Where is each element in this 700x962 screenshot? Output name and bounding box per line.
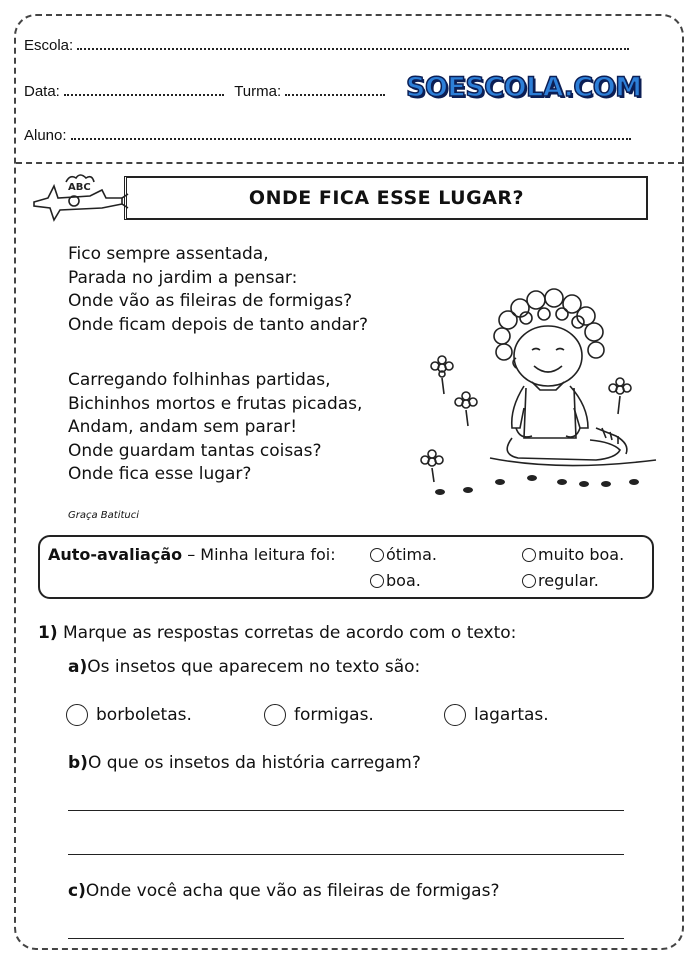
question-1b xyxy=(68,753,421,773)
question-number: 1) xyxy=(38,623,58,643)
option-label: ótima. xyxy=(386,545,437,564)
checkbox-circle-icon[interactable] xyxy=(66,704,88,726)
poem-line: Carregando folhinhas partidas, xyxy=(68,370,331,390)
poem-line: Onde ficam depois de tanto andar? xyxy=(68,314,369,335)
escola-label: Escola: xyxy=(24,37,74,54)
header-divider xyxy=(16,162,684,164)
item-text: O que os insetos da história carregam? xyxy=(87,753,421,773)
worksheet-title xyxy=(124,176,648,220)
item-text: Os insetos que aparecem no texto são: xyxy=(87,657,421,677)
question-1c xyxy=(68,881,499,901)
flower-icon xyxy=(421,450,443,482)
checkbox-circle-icon[interactable] xyxy=(264,704,286,726)
answer-label: formigas. xyxy=(294,705,374,725)
escola-row xyxy=(24,36,629,54)
radio-circle-icon[interactable] xyxy=(370,548,384,562)
self-eval-prompt: – Minha leitura foi: xyxy=(187,545,336,564)
ant-line-icon xyxy=(435,475,639,495)
poem-author: Graça Batituci xyxy=(68,510,140,521)
question-1a xyxy=(68,657,420,677)
flower-icon xyxy=(455,392,477,426)
answer-line[interactable] xyxy=(68,854,624,855)
option-boa[interactable] xyxy=(370,571,421,590)
answer-line[interactable] xyxy=(68,938,624,939)
turma-label: Turma: xyxy=(234,83,282,100)
answer-borboletas[interactable] xyxy=(66,704,192,726)
poem-line: Fico sempre assentada, xyxy=(68,244,269,264)
poem-line: Onde guardam tantas coisas? xyxy=(68,440,322,461)
option-otima[interactable] xyxy=(370,545,437,564)
radio-circle-icon[interactable] xyxy=(522,548,536,562)
option-label: boa. xyxy=(386,571,421,590)
escola-field[interactable] xyxy=(77,36,629,50)
option-regular[interactable] xyxy=(522,571,599,590)
answer-label: borboletas. xyxy=(96,705,192,725)
radio-circle-icon[interactable] xyxy=(370,574,384,588)
abc-airplane-icon xyxy=(30,168,130,228)
radio-circle-icon[interactable] xyxy=(522,574,536,588)
title-text: ONDE FICA ESSE LUGAR? xyxy=(248,187,525,209)
aluno-field[interactable] xyxy=(71,126,631,140)
curly-hair-icon xyxy=(494,289,604,360)
answer-formigas[interactable] xyxy=(264,704,374,726)
option-label: muito boa. xyxy=(538,545,625,564)
item-label: b) xyxy=(68,753,88,773)
poem-line: Bichinhos mortos e frutas picadas, xyxy=(68,393,363,414)
svg-text:ABC: ABC xyxy=(68,182,91,193)
aluno-row xyxy=(24,126,631,144)
item-text: Onde você acha que vão as fileiras de formigas? xyxy=(85,881,500,901)
question-text: Marque as respostas corretas de acordo com o texto: xyxy=(63,623,517,643)
item-label: a) xyxy=(68,657,88,677)
turma-field[interactable] xyxy=(285,82,385,96)
poem-line: Onde fica esse lugar? xyxy=(68,464,252,484)
poem-line: Andam, andam sem parar! xyxy=(68,417,298,437)
poem-stanza-1 xyxy=(68,243,368,337)
aluno-label: Aluno: xyxy=(24,127,67,144)
self-eval-heading xyxy=(48,545,336,564)
data-turma-row xyxy=(24,82,385,100)
answer-line[interactable] xyxy=(68,810,624,811)
answer-lagartas[interactable] xyxy=(444,704,549,726)
poem-stanza-2 xyxy=(68,369,362,487)
option-label: regular. xyxy=(538,571,599,590)
girl-with-flowers-illustration xyxy=(420,278,660,508)
question-1 xyxy=(38,623,516,643)
answer-label: lagartas. xyxy=(474,705,549,725)
self-eval-label: Auto-avaliação xyxy=(48,545,183,564)
poem-line: Onde vão as fileiras de formigas? xyxy=(68,291,353,311)
flower-icon xyxy=(431,356,453,394)
self-evaluation-box xyxy=(38,535,654,599)
checkbox-circle-icon[interactable] xyxy=(444,704,466,726)
item-label: c) xyxy=(68,881,86,901)
option-muito-boa[interactable] xyxy=(522,545,624,564)
data-field[interactable] xyxy=(64,82,224,96)
data-label: Data: xyxy=(24,83,60,100)
poem-line: Parada no jardim a pensar: xyxy=(68,267,298,288)
site-logo: SOESCOLA.COM xyxy=(406,72,642,103)
flower-icon xyxy=(609,378,631,414)
